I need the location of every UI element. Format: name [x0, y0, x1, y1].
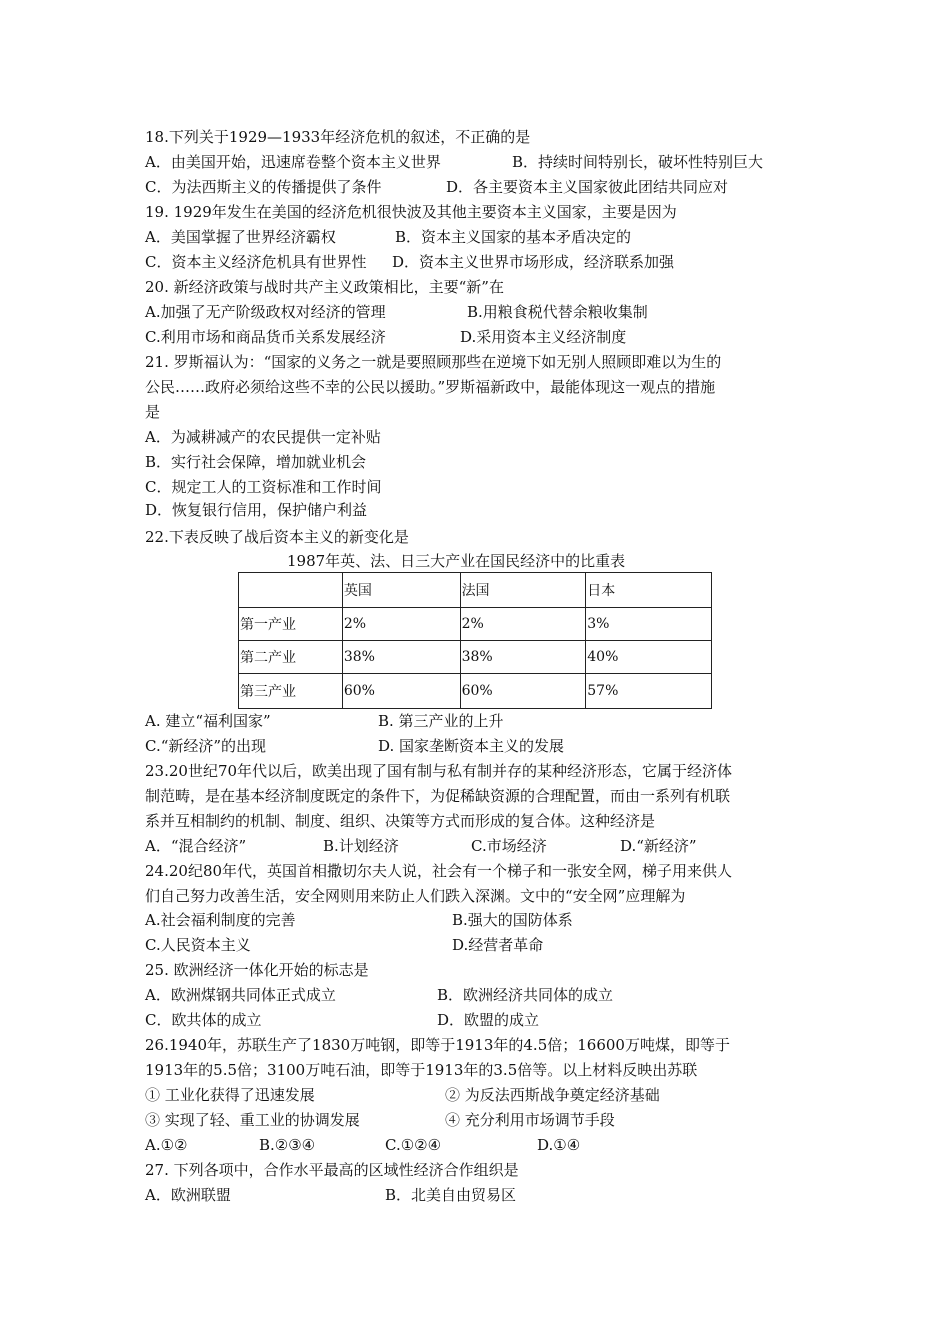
- table-cell: 57%: [586, 674, 712, 709]
- q22-stem: 22.下表反映了战后资本主义的新变化是: [145, 528, 409, 546]
- table-cell: 第一产业: [239, 608, 343, 641]
- q26-option-b: B.②③④: [259, 1136, 316, 1154]
- q27-option-b: B．北美自由贸易区: [385, 1186, 517, 1204]
- q25-option-a: A．欧洲煤钢共同体正式成立: [145, 986, 336, 1004]
- q20-option-a: A.加强了无产阶级政权对经济的管理: [145, 303, 386, 321]
- q25-option-d: D．欧盟的成立: [437, 1011, 540, 1029]
- q20-stem: 20. 新经济政策与战时共产主义政策相比，主要“新”在: [145, 278, 504, 296]
- q21-stem-line1: 21. 罗斯福认为：“国家的义务之一就是要照顾那些在逆境下如无别人照顾即难以为生的: [145, 353, 722, 371]
- q25-option-c: C．欧共体的成立: [145, 1011, 262, 1029]
- q23-option-c: C.市场经济: [471, 837, 547, 855]
- q27-stem: 27. 下列各项中，合作水平最高的区域性经济合作组织是: [145, 1161, 519, 1179]
- q26-statement-3: ③ 实现了轻、重工业的协调发展: [145, 1111, 360, 1129]
- q26-statement-2: ② 为反法西斯战争奠定经济基础: [445, 1086, 660, 1104]
- table-cell: 第二产业: [239, 641, 343, 674]
- q21-stem-line3: 是: [145, 403, 161, 421]
- q19-option-d: D．资本主义世界市场形成，经济联系加强: [392, 253, 675, 271]
- table-cell: 2%: [460, 608, 586, 641]
- q26-stem-line1: 26.1940年，苏联生产了1830万吨钢，即等于1913年的4.5倍；16600万吨煤，即等于: [145, 1036, 730, 1054]
- table-row: [239, 674, 712, 709]
- q23-stem-line1: 23.20世纪70年代以后，欧美出现了国有制与私有制并存的某种经济形态，它属于经济体: [145, 762, 733, 780]
- table-cell: 60%: [342, 674, 460, 709]
- q24-stem-line2: 们自己努力改善生活，安全网则用来防止人们跌入深渊。文中的“安全网”应理解为: [145, 887, 686, 905]
- q24-option-a: A.社会福利制度的完善: [145, 911, 296, 929]
- table-cell: 第三产业: [239, 674, 343, 709]
- table-cell: 38%: [342, 641, 460, 674]
- q24-option-b: B.强大的国防体系: [452, 911, 573, 929]
- q27-option-a: A．欧洲联盟: [145, 1186, 231, 1204]
- table-header-cell: [239, 573, 343, 608]
- industry-share-table: [238, 572, 712, 709]
- table-cell: 60%: [460, 674, 586, 709]
- table-row: [239, 608, 712, 641]
- q18-option-c: C．为法西斯主义的传播提供了条件: [145, 178, 382, 196]
- q18-stem: 18.下列关于1929—1933年经济危机的叙述，不正确的是: [145, 128, 531, 146]
- q19-option-b: B．资本主义国家的基本矛盾决定的: [395, 228, 632, 246]
- q20-option-c: C.利用市场和商品货币关系发展经济: [145, 328, 386, 346]
- q26-option-c: C.①②④: [385, 1136, 442, 1154]
- q23-stem-line2: 制范畴，是在基本经济制度既定的条件下，为促稀缺资源的合理配置，而由一系列有机联: [145, 787, 731, 805]
- q18-option-d: D．各主要资本主义国家彼此团结共同应对: [446, 178, 729, 196]
- q21-option-b: B．实行社会保障，增加就业机会: [145, 453, 367, 471]
- table-row: [239, 641, 712, 674]
- q22-option-a: A. 建立“福利国家”: [145, 712, 271, 730]
- q20-option-b: B.用粮食税代替余粮收集制: [467, 303, 648, 321]
- q22-option-c: C.“新经济”的出现: [145, 737, 267, 755]
- q24-option-d: D.经营者革命: [452, 936, 544, 954]
- table-header-cell: 法国: [460, 573, 586, 608]
- q26-statement-4: ④ 充分利用市场调节手段: [445, 1111, 615, 1129]
- q24-stem-line1: 24.20纪80年代，英国首相撒切尔夫人说，社会有一个梯子和一张安全网，梯子用来供人: [145, 862, 733, 880]
- table-header-row: [239, 573, 712, 608]
- table-header-cell: 日本: [586, 573, 712, 608]
- q23-option-b: B.计划经济: [323, 837, 399, 855]
- table-cell: 40%: [586, 641, 712, 674]
- q26-option-a: A.①②: [145, 1136, 188, 1154]
- table-cell: 38%: [460, 641, 586, 674]
- q23-stem-line3: 系并互相制约的机制、制度、组织、决策等方式而形成的复合体。这种经济是: [145, 812, 656, 830]
- q22-option-b: B. 第三产业的上升: [378, 712, 504, 730]
- q25-stem: 25. 欧洲经济一体化开始的标志是: [145, 961, 369, 979]
- q21-option-d: D．恢复银行信用，保护储户利益: [145, 501, 368, 519]
- q21-option-c: C．规定工人的工资标准和工作时间: [145, 478, 382, 496]
- q20-option-d: D.采用资本主义经济制度: [460, 328, 627, 346]
- table-header-cell: 英国: [342, 573, 460, 608]
- q25-option-b: B．欧洲经济共同体的成立: [437, 986, 614, 1004]
- q26-stem-line2: 1913年的5.5倍；3100万吨石油，即等于1913年的3.5倍等。以上材料反映出苏联: [145, 1061, 698, 1079]
- q24-option-c: C.人民资本主义: [145, 936, 251, 954]
- q22-table-caption: 1987年英、法、日三大产业在国民经济中的比重表: [287, 552, 626, 570]
- q19-option-a: A．美国掌握了世界经济霸权: [145, 228, 336, 246]
- table-cell: 2%: [342, 608, 460, 641]
- q23-option-d: D.“新经济”: [620, 837, 697, 855]
- q18-option-a: A．由美国开始，迅速席卷整个资本主义世界: [145, 153, 441, 171]
- q26-option-d: D.①④: [537, 1136, 581, 1154]
- q21-option-a: A．为减耕减产的农民提供一定补贴: [145, 428, 381, 446]
- q19-stem: 19. 1929年发生在美国的经济危机很快波及其他主要资本主义国家，主要是因为: [145, 203, 677, 221]
- q21-stem-line2: 公民……政府必须给这些不幸的公民以援助。”罗斯福新政中，最能体现这一观点的措施: [145, 378, 716, 396]
- q22-option-d: D. 国家垄断资本主义的发展: [378, 737, 565, 755]
- q18-option-b: B．持续时间特别长，破坏性特别巨大: [512, 153, 764, 171]
- q23-option-a: A．“混合经济”: [145, 837, 247, 855]
- q26-statement-1: ① 工业化获得了迅速发展: [145, 1086, 315, 1104]
- table-cell: 3%: [586, 608, 712, 641]
- q19-option-c: C．资本主义经济危机具有世界性: [145, 253, 367, 271]
